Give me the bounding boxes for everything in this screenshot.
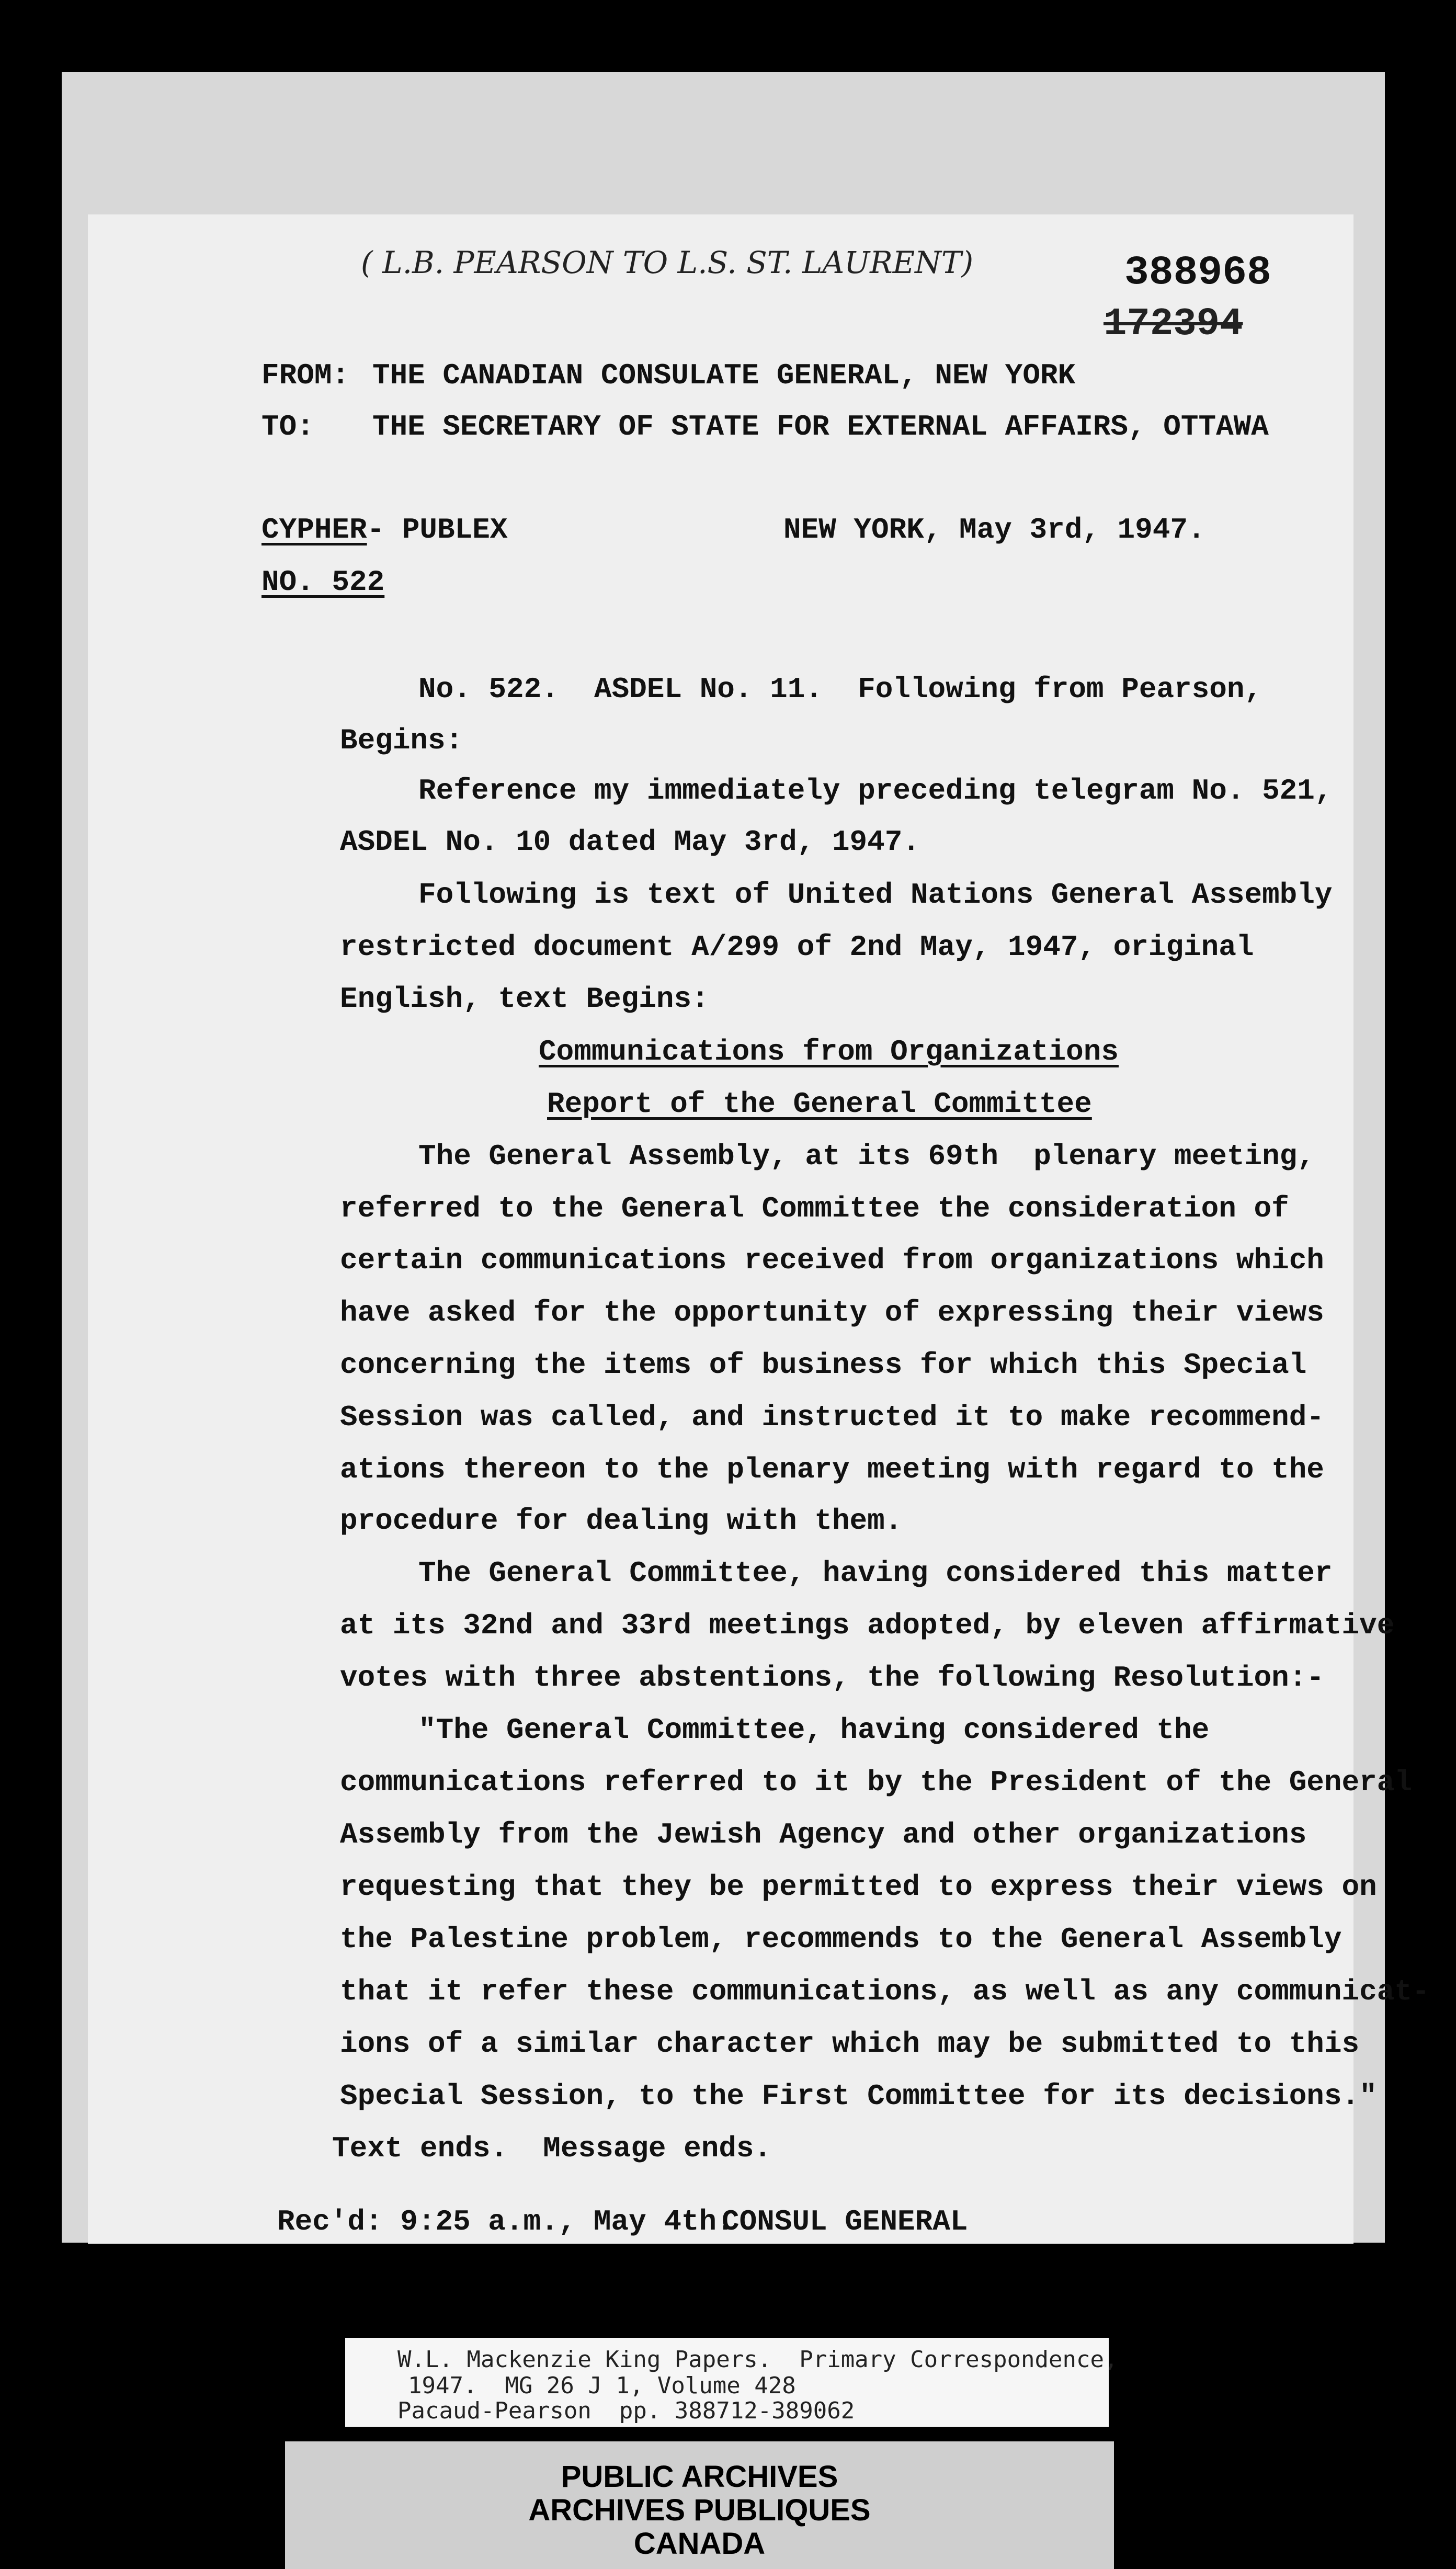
body-line: ions of a similar character which may be submitted to this: [340, 2027, 1360, 2061]
body-line: restricted document A/299 of 2nd May, 1947, original: [340, 930, 1254, 964]
body-line: ASDEL No. 10 dated May 3rd, 1947.: [340, 825, 920, 859]
archive-label: [345, 2338, 1118, 2427]
body-line: Session was called, and instructed it to make recommend-: [340, 1401, 1324, 1434]
body-line: referred to the General Committee the consideration of: [340, 1192, 1289, 1225]
archive-stamp-line: ARCHIVES PUBLIQUES: [528, 2493, 871, 2527]
section-heading: Communications from Organizations: [539, 1035, 1119, 1068]
body-line: Assembly from the Jewish Agency and other organizations: [340, 1818, 1307, 1851]
section-subheading: Report of the General Committee: [547, 1087, 1092, 1121]
body-line: The General Committee, having considered this matter: [418, 1556, 1333, 1590]
from-label: FROM:: [261, 359, 350, 392]
archive-stamp: [285, 2441, 1114, 2569]
old-file-number: 172394: [1104, 302, 1243, 346]
body-line: that it refer these communications, as well as any communicat-: [340, 1975, 1430, 2008]
body-line: procedure for dealing with them.: [340, 1504, 903, 1538]
cypher-label: CYPHER: [261, 513, 367, 547]
body-line: Reference my immediately preceding telegram No. 521,: [418, 774, 1333, 808]
archive-label-line: W.L. Mackenzie King Papers. Primary Correspondence,: [397, 2346, 1118, 2373]
telegram-number: NO. 522: [261, 565, 385, 599]
to-value: THE SECRETARY OF STATE FOR EXTERNAL AFFAIRS, OTTAWA: [372, 410, 1269, 444]
file-number: 388968: [1124, 250, 1271, 296]
body-line: certain communications received from organizations which: [340, 1244, 1324, 1277]
body-line: requesting that they be permitted to express their views on: [340, 1870, 1377, 1904]
archive-label-line: 1947. MG 26 J 1, Volume 428: [408, 2372, 796, 2399]
cypher-rest: - PUBLEX: [349, 513, 508, 547]
body-line: English, text Begins:: [340, 982, 709, 1016]
body-line: "The General Committee, having considered the: [418, 1713, 1210, 1747]
archive-stamp-line: PUBLIC ARCHIVES: [561, 2460, 838, 2494]
from-value: THE CANADIAN CONSULATE GENERAL, NEW YORK: [372, 359, 1076, 392]
body-line: concerning the items of business for which this Special: [340, 1348, 1307, 1382]
received-time: Rec'd: 9:25 a.m., May 4th.: [277, 2205, 734, 2238]
body-line: the Palestine problem, recommends to the General Assembly: [340, 1923, 1342, 1956]
date-line: NEW YORK, May 3rd, 1947.: [783, 513, 1205, 547]
to-label: TO:: [261, 410, 314, 444]
signature: CONSUL GENERAL: [722, 2205, 968, 2238]
body-line: votes with three abstentions, the following Resolution:-: [340, 1661, 1324, 1695]
body-line: have asked for the opportunity of expressing their views: [340, 1296, 1324, 1329]
archive-label-line: Pacaud-Pearson pp. 388712-389062: [397, 2397, 855, 2424]
body-line: Text ends. Message ends.: [332, 2132, 772, 2165]
handwritten-annotation: ( L.B. PEARSON TO L.S. ST. LAURENT): [361, 245, 974, 280]
body-line: Special Session, to the First Committee for its decisions.": [340, 2079, 1377, 2113]
body-line: The General Assembly, at its 69th plenary meeting,: [418, 1140, 1315, 1173]
archive-stamp-line: CANADA: [633, 2527, 766, 2561]
body-line: ations thereon to the plenary meeting with regard to the: [340, 1453, 1324, 1486]
body-line: Begins:: [340, 724, 463, 757]
body-line: Following is text of United Nations General Assembly: [418, 878, 1333, 912]
body-line: No. 522. ASDEL No. 11. Following from Pearson,: [418, 673, 1262, 706]
body-line: at its 32nd and 33rd meetings adopted, by eleven affirmative: [340, 1609, 1395, 1642]
body-line: communications referred to it by the President of the General: [340, 1766, 1412, 1799]
